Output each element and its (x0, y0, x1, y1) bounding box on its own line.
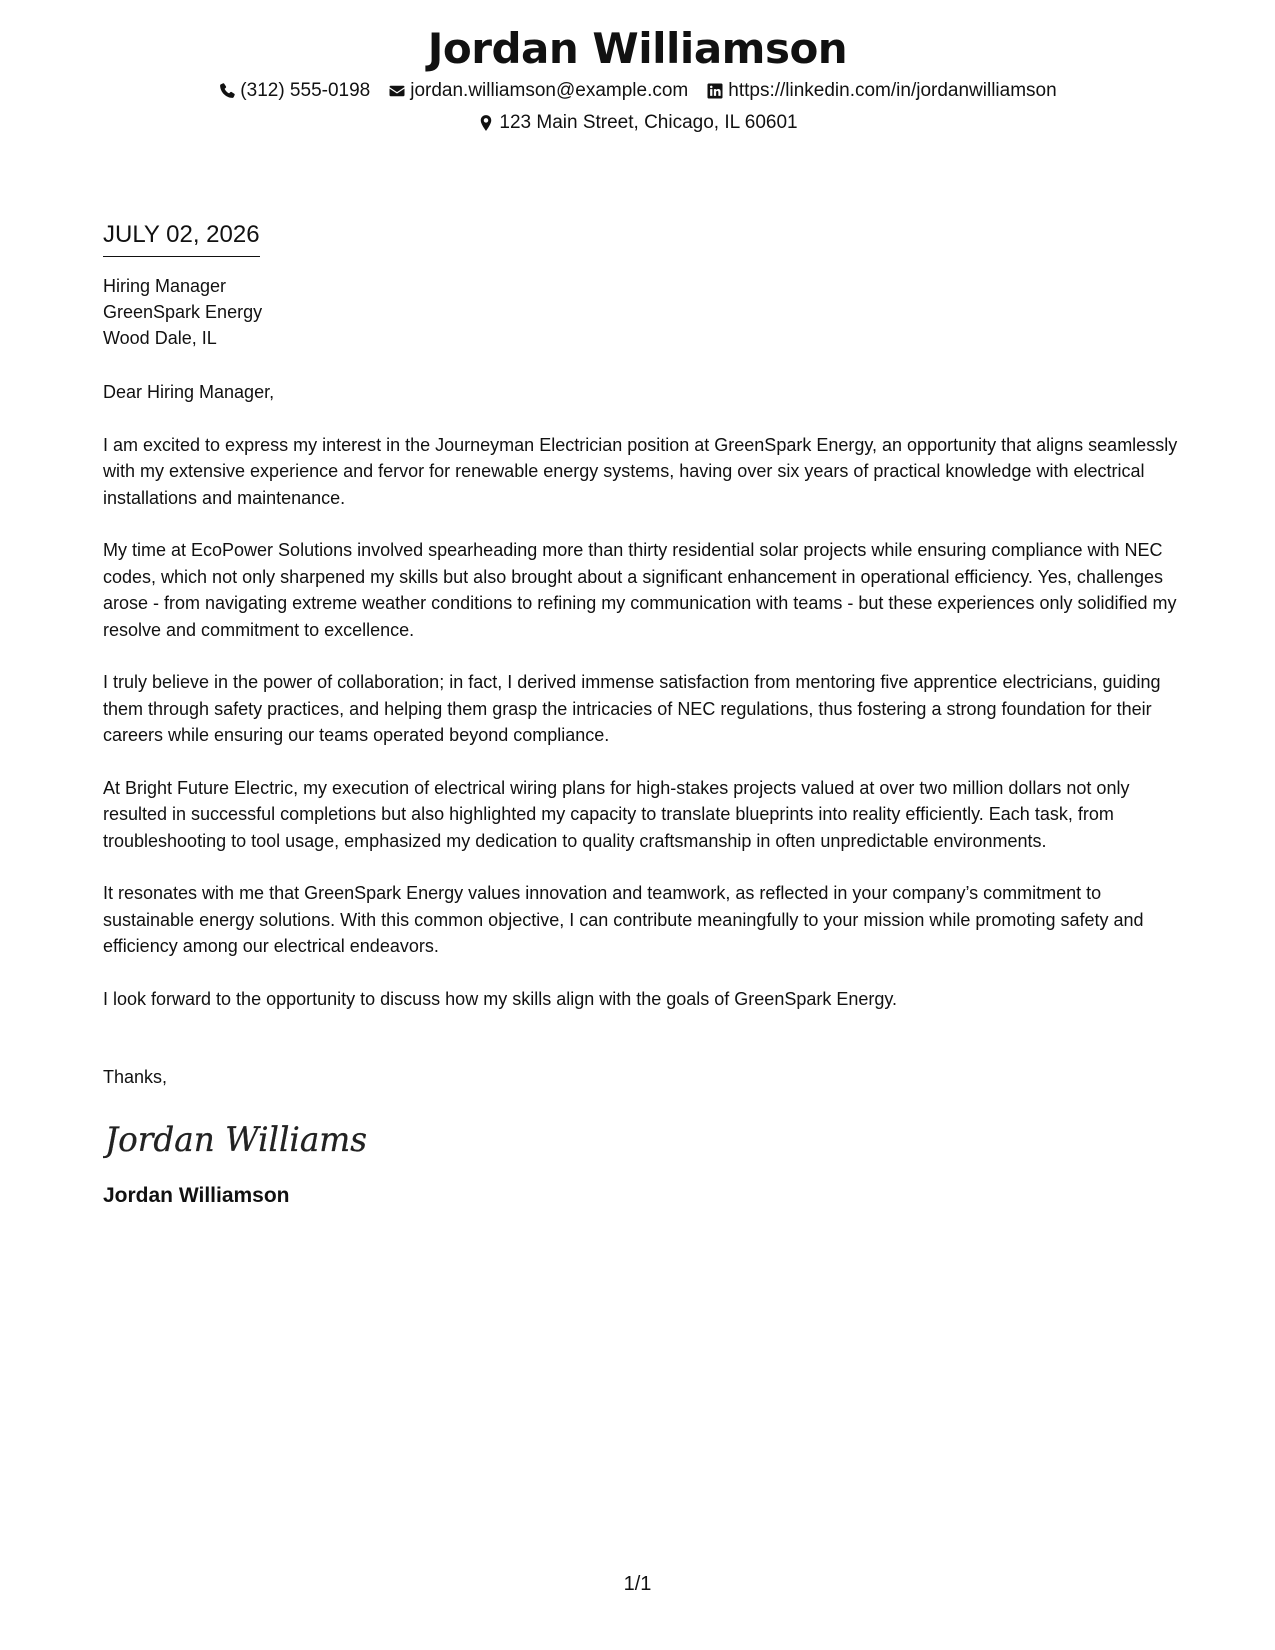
letter-date: JULY 02, 2026 (103, 218, 260, 257)
applicant-name: Jordan Williamson (427, 24, 848, 73)
signature-text: Jordan Williams (103, 1119, 367, 1160)
linkedin-icon (706, 82, 724, 100)
letter-paragraph: At Bright Future Electric, my execution of electrical wiring plans for high-stakes projects valued at over two million dollars not only resulted in successful completions but also highlighted my capacity to translate blueprints into reality efficiently. Each task, from troubleshooting to tool usage, emphasized my dedication to quality craftsmanship in often unpredictable environments. (103, 777, 1130, 851)
letter-body (103, 218, 1183, 1211)
signature-image (103, 1111, 1183, 1165)
signoff: Thanks, (103, 1067, 168, 1087)
recipient-company: GreenSpark Energy (103, 302, 263, 322)
address-text: 123 Main Street, Chicago, IL 60601 (499, 112, 798, 133)
signer-name: Jordan Williamson (103, 1183, 290, 1207)
letter-paragraph: My time at EcoPower Solutions involved spearheading more than thirty residential solar projects while ensuring compliance with NEC codes, which not only sharpened my skills but also brought about a significant enhancement in operational efficiency. Yes, challenges arose - from navigating extreme weather conditions to refining my communication with teams - but these experiences only solidified my resolve and commitment to excellence. (103, 540, 1177, 640)
contact-email[interactable] (388, 78, 688, 104)
letter-paragraph: I look forward to the opportunity to discuss how my skills align with the goals of GreenSpark Energy. (103, 988, 898, 1009)
letter-paragraph: It resonates with me that GreenSpark Energy values innovation and teamwork, as reflected in your company’s commitment to sustainable energy solutions. With this common objective, I can contribute meaningfully to your mission while promoting safety and efficiency among our electrical endeavors. (103, 883, 1144, 956)
map-pin-icon (477, 114, 495, 132)
letter-paragraph: I truly believe in the power of collaboration; in fact, I derived immense satisfaction from mentoring five apprentice electricians, guiding them through safety practices, and helping them grasp the intricacies of NEC regulations, thus fostering a strong foundation for their careers while ensuring our teams operated beyond compliance. (103, 672, 1161, 745)
linkedin-link[interactable]: https://linkedin.com/in/jordanwilliamson (728, 80, 1057, 101)
phone-icon (218, 82, 236, 100)
contact-linkedin[interactable] (706, 78, 1056, 104)
recipient-title: Hiring Manager (103, 276, 227, 296)
recipient-location: Wood Dale, IL (103, 328, 217, 348)
salutation: Dear Hiring Manager, (103, 382, 275, 402)
contact-phone (218, 78, 370, 104)
phone-number: (312) 555-0198 (240, 80, 371, 101)
letter-header (0, 22, 1275, 136)
recipient-block (103, 273, 1183, 351)
handwritten-signature (103, 1111, 373, 1165)
address-row (0, 110, 1275, 136)
contact-address (477, 110, 797, 136)
page-indicator: 1/1 (623, 1573, 652, 1595)
contact-row (0, 78, 1275, 104)
letter-paragraph: I am excited to express my interest in the Journeyman Electrician position at GreenSpark Energy, an opportunity that aligns seamlessly with my extensive experience and fervor for renewable energy systems, having over six years of practical knowledge with electrical installations and maintenance. (103, 434, 1178, 508)
email-link[interactable]: jordan.williamson@example.com (410, 80, 689, 101)
envelope-icon (388, 82, 406, 100)
